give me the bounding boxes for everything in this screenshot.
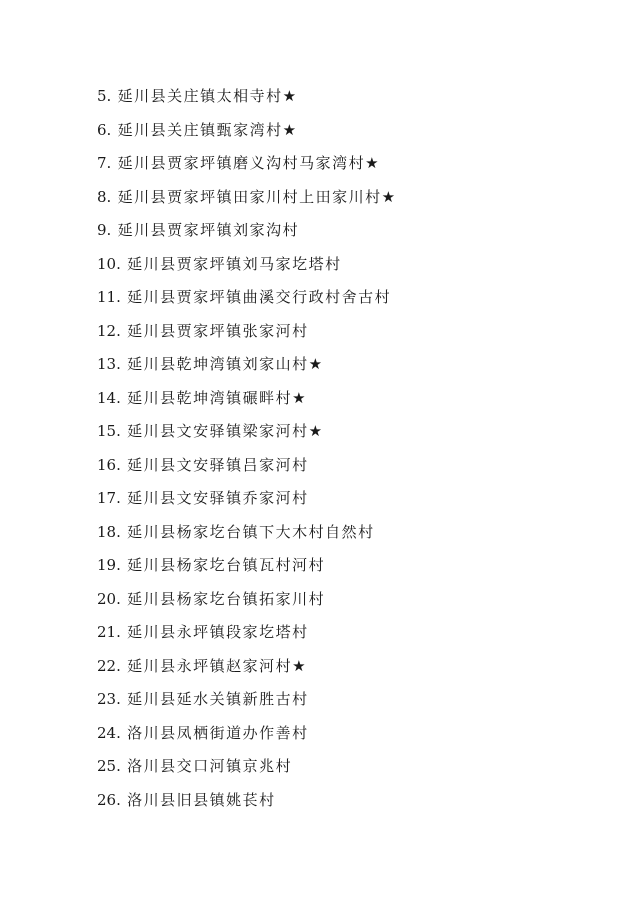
list-item [97,750,395,784]
village-name: 延川县贾家坪镇曲溪交行政村舍古村 [127,288,392,306]
item-number: 7. [97,154,112,172]
list-item [97,114,395,148]
item-number: 19. [97,556,121,574]
list-item [97,516,395,550]
item-number: 16. [97,455,121,474]
item-number: 15. [97,422,121,440]
village-name: 延川县乾坤湾镇碾畔村 [127,388,293,407]
list-item [97,449,395,483]
star-icon: ★ [292,388,306,407]
star-icon: ★ [381,187,396,206]
list-item [97,382,395,416]
village-name: 延川县文安驿镇梁家河村 [127,422,309,440]
village-name: 延川县关庄镇甄家湾村 [117,120,283,139]
village-name: 延川县杨家圪台镇瓦村河村 [127,556,326,574]
village-name: 延川县贾家坪镇张家河村 [127,321,309,340]
village-name: 延川县贾家坪镇田家川村上田家川村 [117,187,382,206]
list-item [97,281,395,315]
star-icon: ★ [308,422,323,440]
list-item [97,181,395,215]
list-item [97,583,395,617]
village-name: 洛川县交口河镇京兆村 [127,757,293,775]
star-icon: ★ [292,656,306,675]
village-name: 延川县乾坤湾镇刘家山村 [127,355,309,373]
item-number: 17. [97,489,121,507]
item-number: 10. [97,254,121,273]
list-item [97,616,395,650]
item-number: 9. [97,221,112,239]
list-item [97,717,395,751]
village-name: 洛川县旧县镇姚苌村 [127,790,276,809]
village-list [97,80,395,817]
item-number: 12. [97,321,121,340]
item-number: 6. [97,120,112,139]
list-item [97,415,395,449]
list-item [97,482,395,516]
star-icon: ★ [308,355,323,373]
item-number: 18. [97,522,121,541]
list-item [97,549,395,583]
item-number: 11. [97,288,121,306]
village-name: 延川县杨家圪台镇下大木村自然村 [127,522,375,541]
list-item [97,80,395,114]
list-item [97,683,395,717]
village-name: 延川县杨家圪台镇拓家川村 [127,589,326,608]
item-number: 22. [97,656,121,675]
item-number: 14. [97,388,121,407]
village-name: 洛川县凤栖街道办作善村 [127,723,309,742]
item-number: 5. [97,87,112,105]
item-number: 26. [97,790,121,809]
list-item [97,147,395,181]
village-name: 延川县永坪镇赵家河村 [127,656,293,675]
star-icon: ★ [365,154,379,172]
village-name: 延川县贾家坪镇刘马家圪塔村 [127,254,342,273]
village-name: 延川县关庄镇太相寺村 [117,87,283,105]
item-number: 23. [97,690,121,708]
village-name: 延川县贾家坪镇刘家沟村 [117,221,300,239]
item-number: 20. [97,589,121,608]
list-item [97,784,395,818]
item-number: 25. [97,757,121,775]
village-name: 延川县延水关镇新胜古村 [127,690,309,708]
village-name: 延川县永坪镇段家圪塔村 [127,623,309,641]
village-name: 延川县文安驿镇吕家河村 [127,455,309,474]
list-item [97,214,395,248]
village-name: 延川县文安驿镇乔家河村 [127,489,309,507]
star-icon: ★ [282,87,297,105]
list-item [97,348,395,382]
item-number: 24. [97,723,121,742]
item-number: 8. [97,187,112,206]
item-number: 13. [97,355,121,373]
item-number: 21. [97,623,121,641]
list-item [97,315,395,349]
village-name: 延川县贾家坪镇磨义沟村马家湾村 [117,154,366,172]
list-item [97,650,395,684]
star-icon: ★ [282,120,297,139]
list-item [97,248,395,282]
